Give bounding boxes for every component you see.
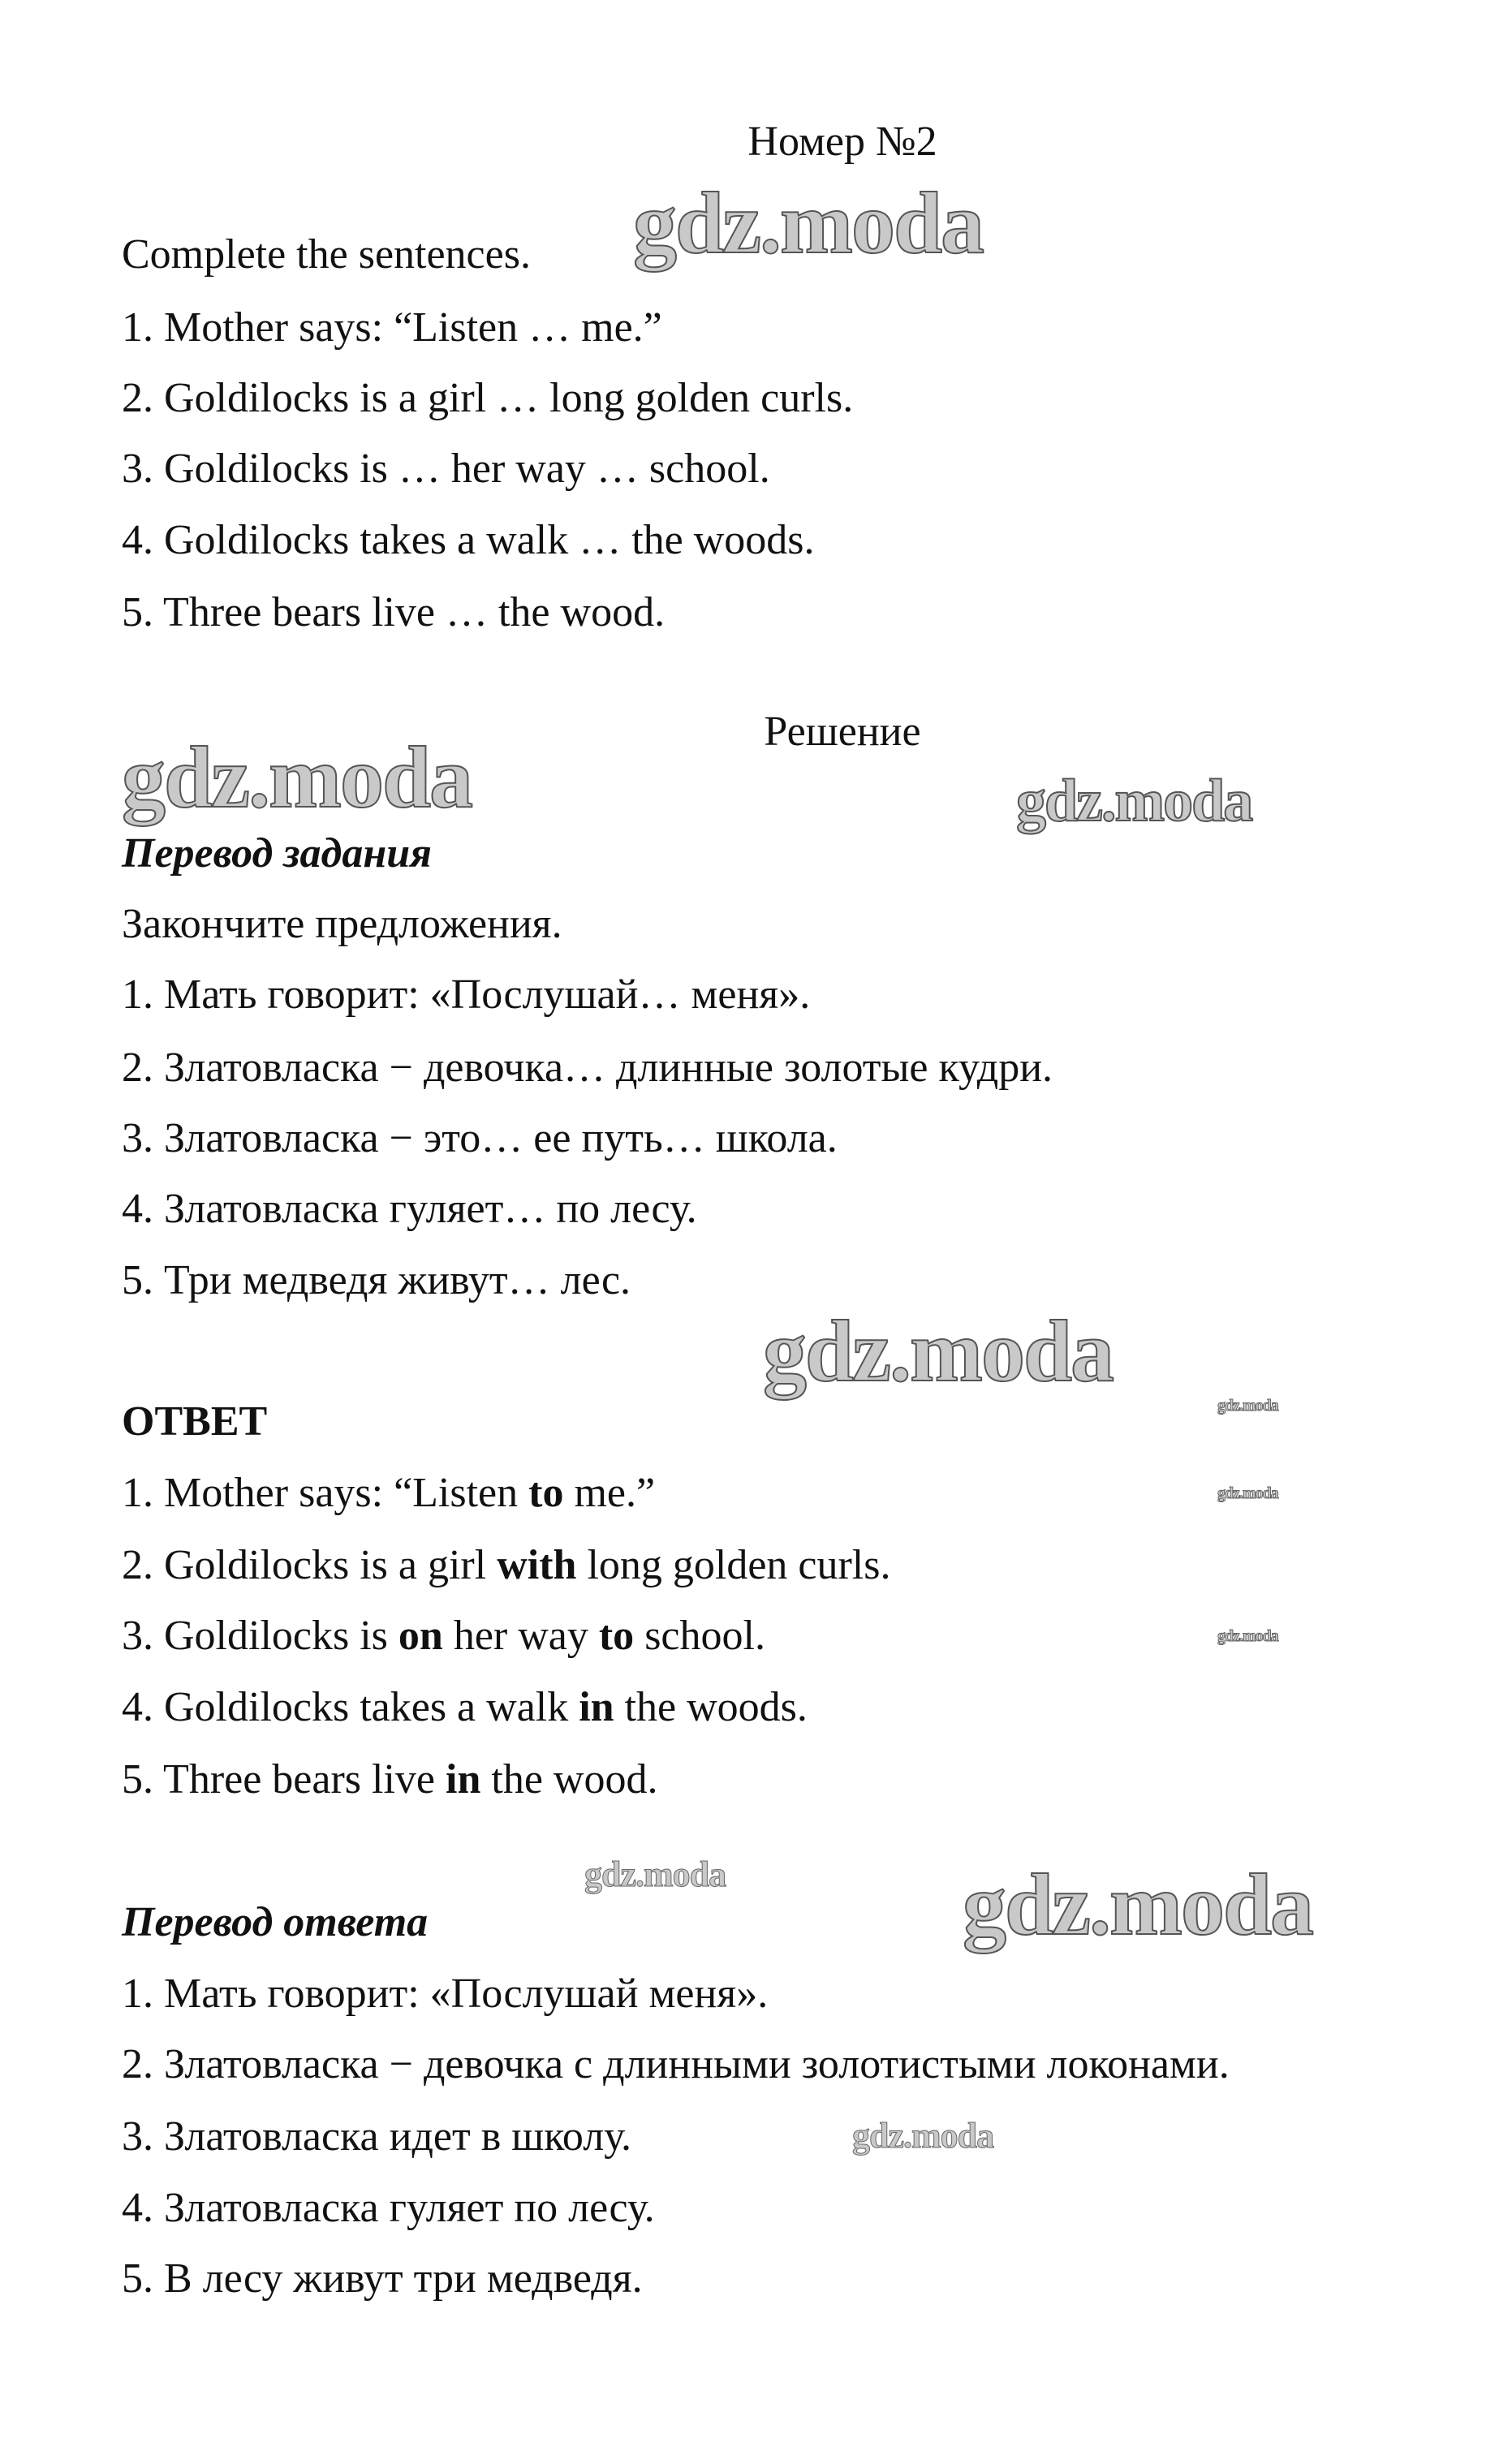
answer-item: [122, 1682, 808, 1734]
task-item: 1. Mother says: “Listen … me.”: [122, 304, 662, 351]
task-translation-item: 3. Златовласка − это… ее путь… школа.: [122, 1115, 838, 1161]
answer-word: with: [497, 1542, 577, 1588]
answer-text: 3. Goldilocks is: [122, 1613, 398, 1659]
answer-translation-item: 4. Златовласка гуляет по лесу.: [122, 2185, 655, 2231]
answer-text: the woods.: [614, 1684, 808, 1730]
task-translation-heading: Перевод задания: [122, 830, 432, 877]
answer-item: [122, 1754, 657, 1806]
answer-word: on: [398, 1613, 443, 1659]
watermark: gdz.moda: [852, 2116, 994, 2156]
answer-text: the wood.: [480, 1756, 658, 1803]
solution-heading: Решение: [764, 709, 921, 755]
watermark: gdz.moda: [122, 730, 472, 826]
answer-text: school.: [634, 1613, 765, 1659]
task-item: 2. Goldilocks is a girl … long golden curls.: [122, 375, 854, 421]
answer-text: 2. Goldilocks is a girl: [122, 1542, 498, 1588]
answer-text: long golden curls.: [576, 1542, 891, 1588]
answer-text: 1. Mother says: “Listen: [122, 1470, 529, 1516]
task-instruction: Complete the sentences.: [122, 231, 531, 278]
answer-word: in: [579, 1684, 614, 1730]
watermark: gdz.moda: [763, 1303, 1114, 1400]
watermark: gdz.moda: [1016, 768, 1252, 834]
answer-item: [122, 1540, 891, 1592]
answer-translation-heading: Перевод ответа: [122, 1899, 429, 1945]
answer-translation-item: 2. Златовласка − девочка с длинными золотистыми локонами.: [122, 2041, 1230, 2087]
answer-item: [122, 1610, 765, 1662]
task-translation-item: 2. Златовласка − девочка… длинные золотые кудри.: [122, 1045, 1053, 1091]
task-translation-item: 5. Три медведя живут… лес.: [122, 1257, 631, 1303]
watermark: gdz.moda: [584, 1854, 726, 1894]
answer-heading: ОТВЕТ: [122, 1398, 268, 1445]
watermark: gdz.moda: [1217, 1484, 1278, 1502]
answer-word: to: [528, 1470, 564, 1516]
page-title: Номер №2: [747, 118, 937, 165]
task-translation-item: 4. Златовласка гуляет… по лесу.: [122, 1186, 697, 1232]
answer-translation-item: 3. Златовласка идет в школу.: [122, 2113, 631, 2160]
answer-text: me.”: [563, 1470, 656, 1516]
answer-translation-item: 1. Мать говорит: «Послушай меня».: [122, 1971, 769, 2017]
task-item: 4. Goldilocks takes a walk … the woods.: [122, 517, 815, 563]
watermark: gdz.moda: [1217, 1627, 1278, 1645]
watermark: gdz.moda: [633, 175, 984, 272]
task-item: 5. Three bears live … the wood.: [122, 589, 666, 635]
answer-text: her way: [442, 1613, 599, 1659]
answer-translation-item: 5. В лесу живут три медведя.: [122, 2255, 643, 2302]
task-item: 3. Goldilocks is … her way … school.: [122, 446, 770, 492]
task-translation-item: 1. Мать говорит: «Послушай… меня».: [122, 971, 811, 1018]
watermark: gdz.moda: [963, 1857, 1313, 1953]
task-translation-instruction: Закончите предложения.: [122, 901, 562, 947]
watermark: gdz.moda: [1217, 1397, 1278, 1415]
answer-item: [122, 1467, 655, 1519]
answer-text: 4. Goldilocks takes a walk: [122, 1684, 579, 1730]
answer-text: 5. Three bears live: [122, 1756, 446, 1803]
answer-word: to: [598, 1613, 635, 1659]
answer-word: in: [446, 1756, 481, 1803]
